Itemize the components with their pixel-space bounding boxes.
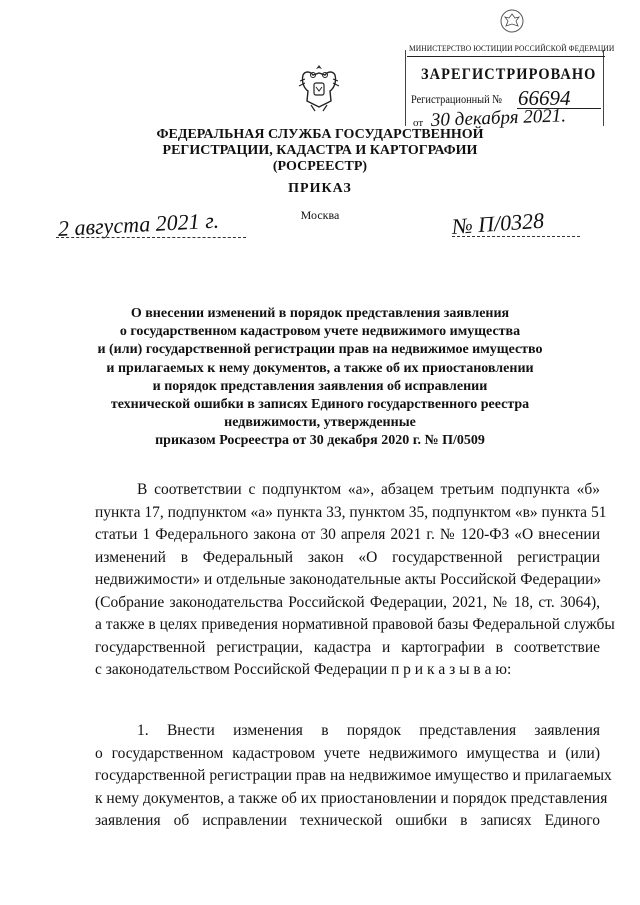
registration-stamp bbox=[405, 30, 615, 140]
signed-date: 2 августа 2021 г. bbox=[57, 207, 220, 241]
preamble-paragraph bbox=[95, 479, 615, 682]
subject-line: и (или) государственной регистрации прав на недвижимое имущество bbox=[97, 342, 543, 358]
paragraph-line: с законодательством Российской Федерации п р и к а з ы в а ю: bbox=[95, 661, 512, 678]
coat-of-arms-icon bbox=[297, 61, 341, 115]
agency-line: ФЕДЕРАЛЬНАЯ СЛУЖБА ГОСУДАРСТВЕННОЙ bbox=[156, 127, 484, 142]
document-type: ПРИКАЗ bbox=[288, 181, 352, 196]
paragraph-line: заявления об исправлении технической ошибки в записях Единого bbox=[95, 812, 600, 829]
stamp-ministry: МИНИСТЕРСТВО ЮСТИЦИИ РОССИЙСКОЙ ФЕДЕРАЦИИ bbox=[409, 43, 615, 53]
order-subject bbox=[70, 305, 570, 451]
paragraph-line: о государственном кадастровом учете недвижимого имущества и (или) bbox=[95, 744, 600, 762]
paragraph-line: (Собрание законодательства Российской Федерации, 2021, № 18, ст. 3064), bbox=[95, 593, 600, 611]
stamp-reg-label: Регистрационный № bbox=[411, 92, 503, 106]
stamp-date: 30 декабря 2021. bbox=[430, 105, 567, 131]
paragraph-line: к нему документов, а также об их приостановлении и порядок представления bbox=[95, 789, 608, 807]
paragraph-line: пункта 17, подпунктом «а» пункта 33, пунктом 35, подпунктом «в» пункта 51 bbox=[95, 503, 607, 521]
stamp-border-left bbox=[405, 50, 406, 126]
paragraph-line: статьи 1 Федерального закона от 30 апреля 2021 г. № 120-ФЗ «О внесении bbox=[95, 526, 600, 543]
subject-line: приказом Росреестра от 30 декабря 2020 г. № П/0509 bbox=[155, 433, 485, 449]
subject-line: и порядок представления заявления об исправлении bbox=[152, 378, 488, 394]
stamp-date-prefix: от bbox=[413, 117, 424, 129]
subject-line: недвижимости, утвержденные bbox=[224, 415, 416, 431]
paragraph-line: государственной регистрации прав на недвижимое имущество и прилагаемых bbox=[95, 767, 612, 784]
subject-line: О внесении изменений в порядок представления заявления bbox=[130, 306, 510, 321]
paragraph-line: недвижимости» и отдельные законодательные акты Российской Федерации» bbox=[95, 571, 602, 588]
subject-line: и прилагаемых к нему документов, а также об их приостановлении bbox=[106, 360, 534, 376]
eagle-seal-icon bbox=[499, 8, 525, 34]
signed-date-underline bbox=[56, 237, 246, 238]
stamp-border-right bbox=[603, 50, 604, 126]
agency-line: РЕГИСТРАЦИИ, КАДАСТРА И КАРТОГРАФИИ bbox=[162, 143, 478, 158]
city: Москва bbox=[300, 208, 340, 222]
paragraph-line: 1. Внести изменения в порядок представления заявления bbox=[137, 722, 600, 739]
stamp-reg-number: 66694 bbox=[518, 86, 571, 110]
stamp-registered: ЗАРЕГИСТРИРОВАНО bbox=[421, 66, 597, 83]
stamp-divider bbox=[407, 56, 605, 57]
agency-name bbox=[120, 127, 520, 175]
order-number-underline bbox=[452, 236, 580, 237]
clause-1-paragraph bbox=[95, 720, 612, 833]
subject-line: о государственном кадастровом учете недвижимого имущества bbox=[119, 324, 521, 340]
paragraph-line: а также в целях приведения нормативной правовой базы Федеральной службы bbox=[95, 616, 615, 633]
paragraph-line: В соответствии с подпунктом «а», абзацем третьим подпункта «б» bbox=[137, 481, 600, 498]
paragraph-line: изменений в Федеральный закон «О государственной регистрации bbox=[95, 548, 600, 566]
paragraph-line: государственной регистрации, кадастра и картографии в соответствие bbox=[95, 638, 600, 656]
agency-line: (РОСРЕЕСТР) bbox=[272, 159, 368, 174]
order-number: № П/0328 bbox=[451, 207, 545, 239]
subject-line: технической ошибки в записях Единого государственного реестра bbox=[110, 397, 530, 413]
